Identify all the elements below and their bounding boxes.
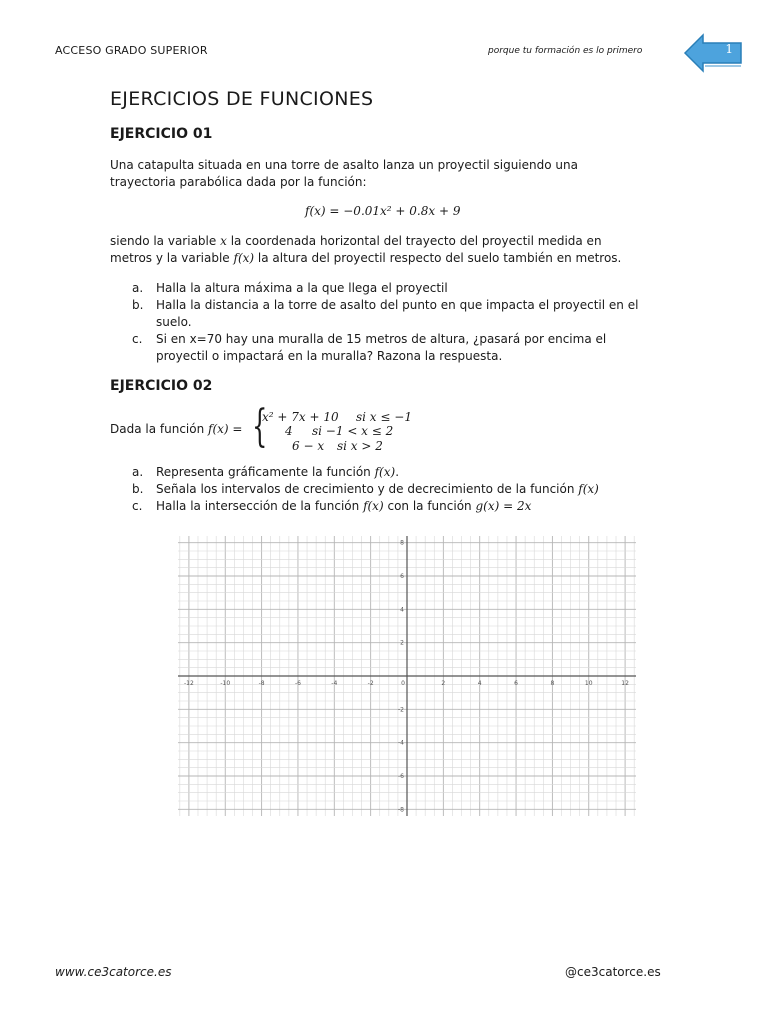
item-text: Señala los intervalos de crecimiento y de decrecimiento de la función <box>156 482 575 496</box>
exercise-1-formula: f(x) = −0.01x² + 0.8x + 9 <box>305 204 461 218</box>
footer-website: www.ce3catorce.es <box>55 965 172 979</box>
y-tick-label: 2 <box>400 639 404 647</box>
exercise-1-questions <box>110 280 650 365</box>
list-item <box>110 481 670 498</box>
exercise-1-heading: EJERCICIO 01 <box>110 126 213 142</box>
x-tick-label: 2 <box>441 680 446 687</box>
piece-cond: si −1 < x ≤ 2 <box>312 424 394 438</box>
piece-expr: x² + 7x + 10 <box>262 410 339 424</box>
y-tick-label: -6 <box>398 773 404 780</box>
list-item <box>110 297 650 331</box>
piece-expr: 4 <box>285 424 293 438</box>
x-tick-label: -8 <box>258 680 265 687</box>
y-tick-label: -2 <box>398 706 404 714</box>
list-item <box>110 331 650 365</box>
header-left-text: ACCESO GRADO SUPERIOR <box>55 44 208 57</box>
page-number: 1 <box>725 42 733 56</box>
item-tail: . <box>395 465 400 479</box>
item-math: f(x) <box>363 499 384 513</box>
item-marker: c. <box>132 499 143 513</box>
item-text: Representa gráficamente la función <box>156 465 371 479</box>
x-tick-label: 0 <box>401 680 405 687</box>
exercise-2-questions <box>110 464 670 515</box>
desc-line-1 <box>110 233 650 250</box>
item-text: Si en x=70 hay una muralla de 15 metros de altura, ¿pasará por encima el proyectil o impactará en la muralla? Razona la respuesta. <box>156 332 607 363</box>
item-marker: a. <box>132 281 144 295</box>
x-tick-label: 4 <box>477 680 482 687</box>
item-text: Halla la intersección de la función <box>156 499 360 513</box>
lead-text: Dada la función <box>110 422 205 436</box>
intro-line-2: trayectoria parabólica dada por la función: <box>110 175 367 189</box>
x-tick-label: 12 <box>621 680 629 687</box>
x-tick-label: 10 <box>584 680 593 687</box>
item-text: Halla la altura máxima a la que llega el proyectil <box>156 281 448 295</box>
x-tick-label: -10 <box>220 680 231 687</box>
header-slogan: porque tu formación es lo primero <box>488 46 643 56</box>
item-marker: a. <box>132 465 144 479</box>
y-tick-label: -4 <box>398 739 404 747</box>
exercise-1-description <box>110 233 650 267</box>
y-tick-label: -8 <box>398 806 404 814</box>
x-tick-label: -12 <box>183 680 194 687</box>
item-marker: c. <box>132 332 143 346</box>
list-item <box>110 464 670 481</box>
brace-icon: { <box>252 401 268 452</box>
desc-text: siendo la variable <box>110 234 217 248</box>
desc-text: la coordenada horizontal del trayecto del proyectil medida en <box>230 234 602 248</box>
x-tick-label: 6 <box>514 680 518 687</box>
footer-handle: @ce3catorce.es <box>565 965 661 979</box>
desc-text: la altura del proyectil respecto del suelo también en metros. <box>257 251 622 265</box>
y-tick-label: 6 <box>400 573 404 580</box>
page-title: EJERCICIOS DE FUNCIONES <box>110 88 374 110</box>
x-tick-label: 8 <box>550 680 555 687</box>
intro-line-1: Una catapulta situada en una torre de asalto lanza un proyectil siguiendo una <box>110 158 578 172</box>
x-tick-label: -2 <box>367 680 374 687</box>
coordinate-grid <box>170 530 644 822</box>
piece-expr: 6 − x <box>292 439 325 453</box>
fx-label: f(x) = <box>208 422 243 436</box>
item-mid: con la función <box>387 499 472 513</box>
x-tick-label: -4 <box>331 680 338 687</box>
y-tick-label: 8 <box>400 539 404 547</box>
var-fx: f(x) <box>233 251 255 265</box>
desc-text: metros y la variable <box>110 251 230 265</box>
piece-cond: si x ≤ −1 <box>356 410 412 424</box>
exercise-1-intro <box>110 157 650 191</box>
item-marker: b. <box>132 482 144 496</box>
exercise-2-heading: EJERCICIO 02 <box>110 378 213 394</box>
x-tick-label: -6 <box>294 680 301 687</box>
piecewise-lead <box>110 422 242 436</box>
list-item <box>110 498 670 515</box>
item-math: f(x) <box>578 482 599 496</box>
item-marker: b. <box>132 298 144 312</box>
y-tick-label: 4 <box>400 606 404 614</box>
piece-cond: si x > 2 <box>337 439 383 453</box>
item-text: Halla la distancia a la torre de asalto del punto en que impacta el proyectil en el suelo. <box>156 298 639 329</box>
item-math-2: g(x) = 2x <box>475 499 532 513</box>
desc-line-2 <box>110 250 650 267</box>
var-x: x <box>220 234 227 248</box>
page-badge <box>683 33 743 73</box>
list-item <box>110 280 650 297</box>
item-math: f(x) <box>374 465 396 479</box>
